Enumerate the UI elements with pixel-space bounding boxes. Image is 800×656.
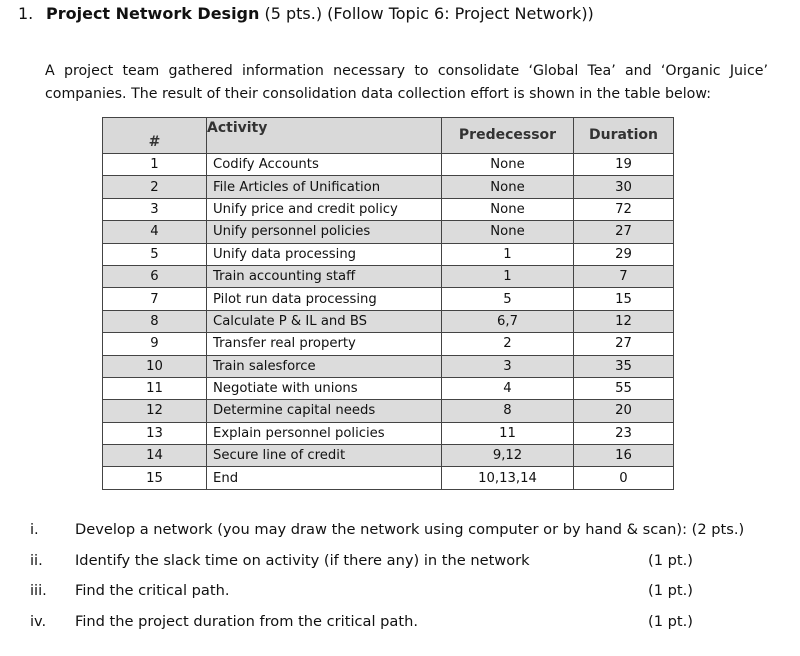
cell-number: 3 bbox=[103, 198, 207, 220]
cell-duration: 29 bbox=[574, 243, 674, 265]
table-row bbox=[103, 221, 674, 243]
cell-duration: 30 bbox=[574, 176, 674, 198]
cell-predecessor: 10,13,14 bbox=[442, 467, 574, 489]
sub-question-text: Find the critical path. bbox=[75, 582, 230, 599]
sub-question-text: Find the project duration from the critical path. bbox=[75, 613, 418, 630]
cell-predecessor: 11 bbox=[442, 422, 574, 444]
cell-number: 13 bbox=[103, 422, 207, 444]
cell-predecessor: 8 bbox=[442, 400, 574, 422]
table-row bbox=[103, 243, 674, 265]
table-row bbox=[103, 154, 674, 176]
cell-duration: 7 bbox=[574, 265, 674, 287]
sub-question-points: (1 pt.) bbox=[648, 613, 693, 630]
cell-number: 15 bbox=[103, 467, 207, 489]
cell-predecessor: 3 bbox=[442, 355, 574, 377]
table-header-row bbox=[103, 118, 674, 154]
cell-activity: Unify price and credit policy bbox=[207, 198, 442, 220]
cell-number: 10 bbox=[103, 355, 207, 377]
table-row bbox=[103, 445, 674, 467]
question-number: 1. bbox=[18, 4, 34, 23]
table-row bbox=[103, 288, 674, 310]
question-title: Project Network Design bbox=[46, 4, 260, 23]
header-activity: Activity bbox=[207, 118, 442, 154]
table-row bbox=[103, 400, 674, 422]
cell-activity: Transfer real property bbox=[207, 333, 442, 355]
cell-predecessor: 1 bbox=[442, 265, 574, 287]
cell-duration: 12 bbox=[574, 310, 674, 332]
table-body bbox=[103, 154, 674, 490]
table-row bbox=[103, 265, 674, 287]
cell-number: 6 bbox=[103, 265, 207, 287]
cell-duration: 35 bbox=[574, 355, 674, 377]
sub-question-numeral: iv. bbox=[30, 613, 47, 630]
sub-question-numeral: i. bbox=[30, 521, 39, 538]
question-points-note: (5 pts.) (Follow Topic 6: Project Network)) bbox=[259, 4, 594, 23]
cell-duration: 27 bbox=[574, 221, 674, 243]
table-row bbox=[103, 377, 674, 399]
cell-duration: 23 bbox=[574, 422, 674, 444]
cell-duration: 19 bbox=[574, 154, 674, 176]
cell-number: 12 bbox=[103, 400, 207, 422]
cell-duration: 55 bbox=[574, 377, 674, 399]
cell-activity: Calculate P & IL and BS bbox=[207, 310, 442, 332]
table-row bbox=[103, 198, 674, 220]
cell-number: 8 bbox=[103, 310, 207, 332]
sub-question-text: Develop a network (you may draw the network using computer or by hand & scan): (2 pts.) bbox=[75, 521, 745, 538]
cell-duration: 27 bbox=[574, 333, 674, 355]
activity-table bbox=[102, 117, 674, 490]
cell-activity: Explain personnel policies bbox=[207, 422, 442, 444]
cell-duration: 0 bbox=[574, 467, 674, 489]
table-row bbox=[103, 467, 674, 489]
header-number: # bbox=[103, 118, 207, 154]
cell-number: 2 bbox=[103, 176, 207, 198]
cell-number: 9 bbox=[103, 333, 207, 355]
sub-question bbox=[0, 521, 800, 541]
cell-predecessor: None bbox=[442, 154, 574, 176]
sub-question bbox=[0, 552, 800, 572]
cell-duration: 15 bbox=[574, 288, 674, 310]
cell-predecessor: 2 bbox=[442, 333, 574, 355]
cell-predecessor: 1 bbox=[442, 243, 574, 265]
header-duration: Duration bbox=[574, 118, 674, 154]
sub-question-numeral: ii. bbox=[30, 552, 43, 569]
cell-number: 5 bbox=[103, 243, 207, 265]
table-row bbox=[103, 333, 674, 355]
cell-predecessor: 4 bbox=[442, 377, 574, 399]
sub-question-text: Identify the slack time on activity (if there any) in the network bbox=[75, 552, 530, 569]
cell-activity: Train accounting staff bbox=[207, 265, 442, 287]
cell-activity: Determine capital needs bbox=[207, 400, 442, 422]
cell-activity: File Articles of Unification bbox=[207, 176, 442, 198]
sub-question-numeral: iii. bbox=[30, 582, 47, 599]
table-row bbox=[103, 355, 674, 377]
cell-activity: Negotiate with unions bbox=[207, 377, 442, 399]
cell-duration: 72 bbox=[574, 198, 674, 220]
cell-duration: 20 bbox=[574, 400, 674, 422]
cell-number: 14 bbox=[103, 445, 207, 467]
cell-predecessor: 6,7 bbox=[442, 310, 574, 332]
cell-number: 1 bbox=[103, 154, 207, 176]
sub-question-points: (1 pt.) bbox=[648, 552, 693, 569]
cell-number: 7 bbox=[103, 288, 207, 310]
cell-predecessor: 9,12 bbox=[442, 445, 574, 467]
cell-number: 11 bbox=[103, 377, 207, 399]
cell-activity: Secure line of credit bbox=[207, 445, 442, 467]
cell-predecessor: 5 bbox=[442, 288, 574, 310]
intro-paragraph: A project team gathered information necessary to consolidate ‘Global Tea’ and ‘Organic Juice’ companies. The result of their consolidation data collection effort is shown in the table below: bbox=[45, 63, 768, 102]
sub-question bbox=[0, 582, 800, 602]
cell-activity: Codify Accounts bbox=[207, 154, 442, 176]
cell-predecessor: None bbox=[442, 176, 574, 198]
header-predecessor: Predecessor bbox=[442, 118, 574, 154]
sub-question bbox=[0, 613, 800, 633]
cell-predecessor: None bbox=[442, 198, 574, 220]
table-row bbox=[103, 422, 674, 444]
cell-activity: End bbox=[207, 467, 442, 489]
sub-question-points: (1 pt.) bbox=[648, 582, 693, 599]
cell-duration: 16 bbox=[574, 445, 674, 467]
cell-predecessor: None bbox=[442, 221, 574, 243]
cell-activity: Pilot run data processing bbox=[207, 288, 442, 310]
cell-activity: Unify data processing bbox=[207, 243, 442, 265]
question-heading bbox=[18, 4, 594, 23]
cell-activity: Unify personnel policies bbox=[207, 221, 442, 243]
cell-activity: Train salesforce bbox=[207, 355, 442, 377]
table-row bbox=[103, 310, 674, 332]
cell-number: 4 bbox=[103, 221, 207, 243]
table-row bbox=[103, 176, 674, 198]
